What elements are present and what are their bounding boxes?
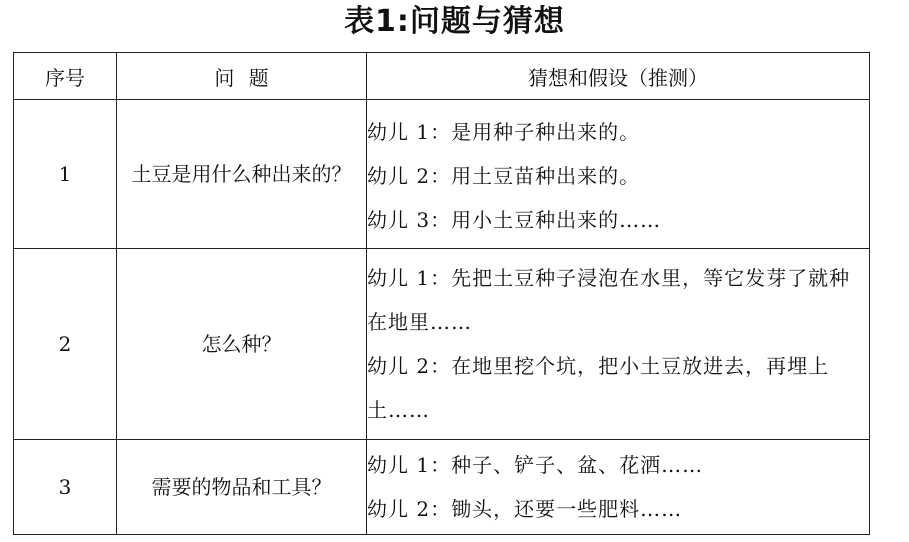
table-row: [14, 440, 870, 535]
guess-item: 幼儿 1：先把土豆种子浸泡在水里，等它发芽了就种在地里……: [367, 266, 851, 334]
header-question: 问 题: [117, 53, 367, 100]
row-number: 3: [14, 440, 117, 535]
row-guesses: [367, 249, 870, 440]
guess-item: 幼儿 2：锄头，还要一些肥料……: [367, 497, 683, 521]
guess-item: 幼儿 1：种子、铲子、盆、花洒……: [367, 453, 704, 477]
guess-item: 幼儿 3：用小土豆种出来的……: [367, 208, 662, 232]
table-row: [14, 100, 870, 249]
table-row: [14, 249, 870, 440]
row-guesses: [367, 440, 870, 535]
guess-item: 幼儿 2：在地里挖个坑，把小土豆放进去，再埋上土……: [367, 354, 830, 422]
row-question: 需要的物品和工具？: [117, 440, 367, 535]
question-guess-table: [13, 52, 870, 535]
row-question: 怎么种？: [117, 249, 367, 440]
row-question: 土豆是用什么种出来的？: [117, 100, 367, 249]
header-serial-number: 序号: [14, 53, 117, 100]
header-guess: 猜想和假设（推测）: [367, 53, 870, 100]
table-title: 表1:问题与猜想: [344, 4, 565, 39]
guess-item: 幼儿 2：用土豆苗种出来的。: [367, 164, 641, 188]
table-header-row: [14, 53, 870, 100]
guess-item: 幼儿 1：是用种子种出来的。: [367, 120, 641, 144]
row-number: 2: [14, 249, 117, 440]
row-guesses: [367, 100, 870, 249]
row-number: 1: [14, 100, 117, 249]
